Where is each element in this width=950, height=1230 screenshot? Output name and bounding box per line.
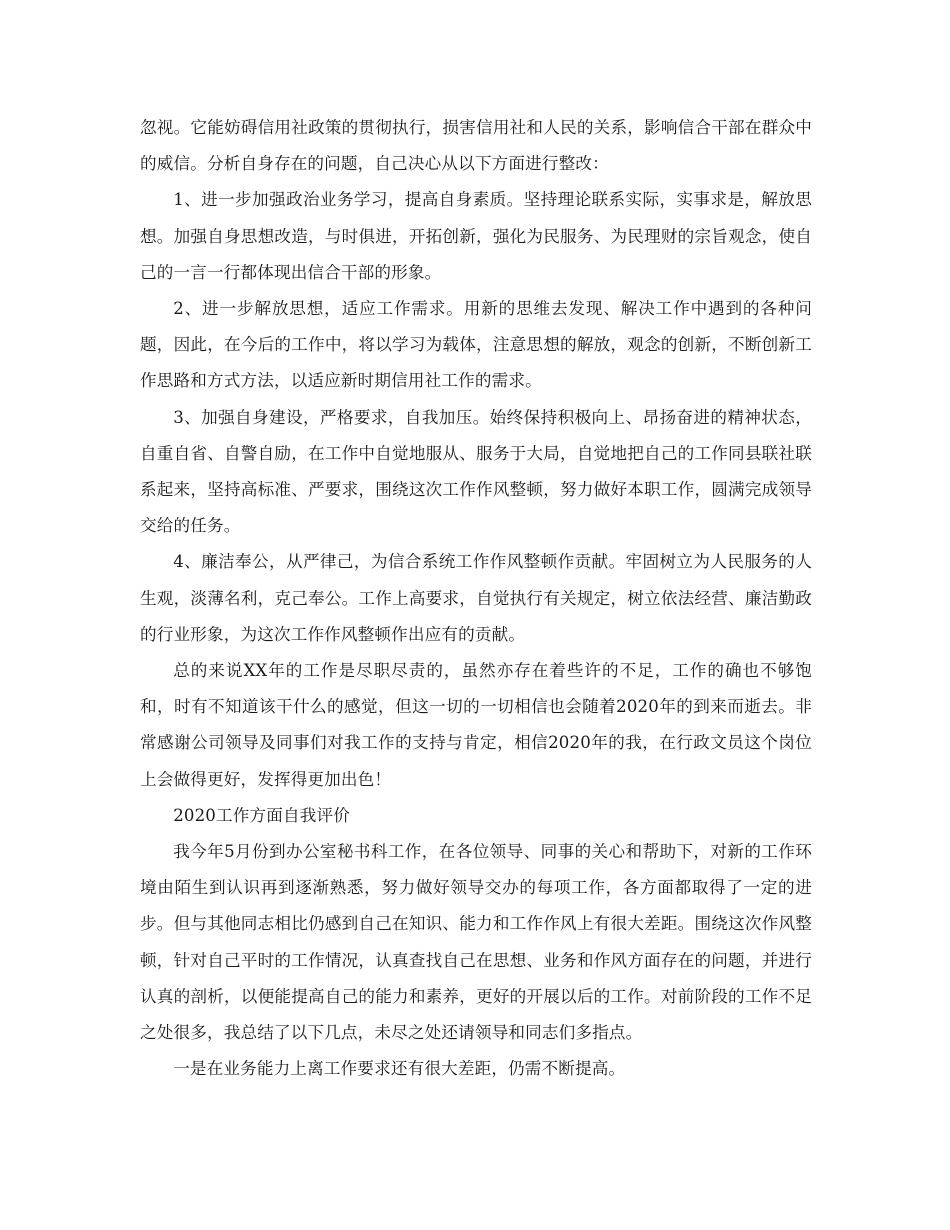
paragraph-continuation: 忽视。它能妨碍信用社政策的贯彻执行，损害信用社和人民的关系，影响信合干部在群众中的威信。分析自身存在的问题，自己决心从以下方面进行整改： <box>140 118 812 174</box>
paragraph-item-2: 2、进一步解放思想，适应工作需求。用新的思维去发现、解决工作中遇到的各种问题，因此，在今后的工作中，将以学习为载体，注意思想的解放，观念的创新，不断创新工作思路和方式方法，以适应新时期信用社工作的需求。 <box>140 299 812 391</box>
paragraph-item-1: 1、进一步加强政治业务学习，提高自身素质。坚持理论联系实际，实事求是，解放思想。加强自身思想改造，与时俱进，开拓创新，强化为民服务、为民理财的宗旨观念，使自己的一言一行都体现出信合干部的形象。 <box>140 190 812 282</box>
paragraph-point-one: 一是在业务能力上离工作要求还有很大差距，仍需不断提高。 <box>173 1059 626 1079</box>
paragraph-item-3: 3、加强自身建设，严格要求，自我加压。始终保持积极向上、昂扬奋进的精神状态，自重自省、自警自励，在工作中自觉地服从、服务于大局，自觉地把自己的工作同县联社联系起来，坚持高标准、严要求，围绕这次工作作风整顿，努力做好本职工作，圆满完成领导交给的任务。 <box>140 407 812 536</box>
paragraph-summary: 总的来说XX年的工作是尽职尽责的，虽然亦存在着些许的不足，工作的确也不够饱和，时有不知道该干什么的感觉，但这一切的一切相信也会随着2020年的到来而逝去。非常感谢公司领导及同事们对我工作的支持与肯定，相信2020年的我，在行政文员这个岗位上会做得更好，发挥得更加出色！ <box>140 661 812 789</box>
document-body <box>140 110 812 1087</box>
paragraph-self-evaluation: 我今年5月份到办公室秘书科工作，在各位领导、同事的关心和帮助下，对新的工作环境由陌生到认识再到逐渐熟悉，努力做好领导交办的每项工作，各方面都取得了一定的进步。但与其他同志相比仍感到自己在知识、能力和工作作风上有很大差距。围绕这次作风整顿，针对自己平时的工作情况，认真查找自己在思想、业务和作风方面存在的问题，并进行认真的剖析，以便能提高自己的能力和素养，更好的开展以后的工作。对前阶段的工作不足之处很多，我总结了以下几点，未尽之处还请领导和同志们多指点。 <box>140 842 812 1043</box>
paragraph-item-4: 4、廉洁奉公，从严律己，为信合系统工作作风整顿作贡献。牢固树立为人民服务的人生观，淡薄名利，克己奉公。工作上高要求，自觉执行有关规定，树立依法经营、廉洁勤政的行业形象，为这次工作作风整顿作出应有的贡献。 <box>140 552 812 644</box>
section-heading: 2020工作方面自我评价 <box>173 805 350 825</box>
